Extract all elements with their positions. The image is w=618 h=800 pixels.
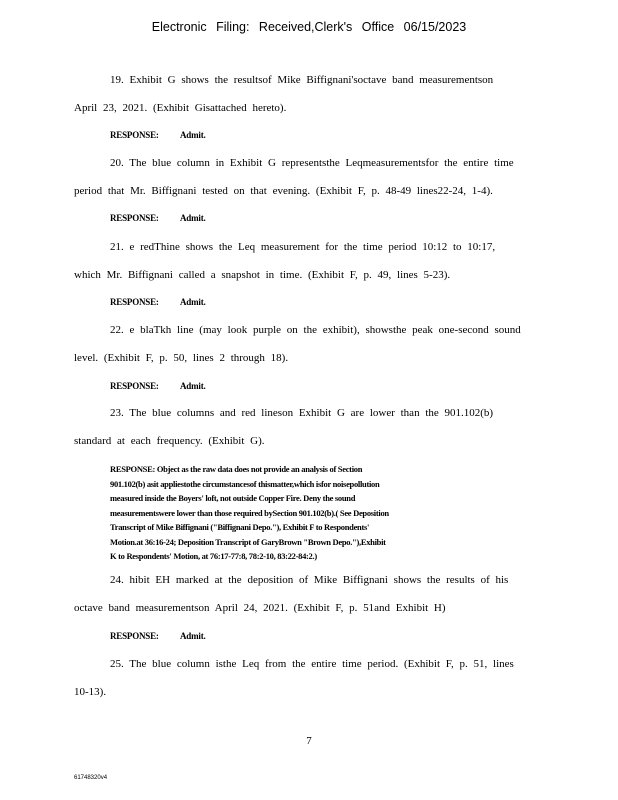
paragraph-line: 22. e blaTkh line (may look purple on the exhibit), showsthe peak one-second sound	[110, 324, 521, 336]
paragraph-23	[74, 399, 534, 455]
response-label: RESPONSE:	[110, 297, 159, 307]
paragraph-line: 24. hibit EH marked at the deposition of Mike Biffignani shows the results of his	[110, 574, 509, 586]
response-text: Admit.	[180, 213, 206, 223]
response-21	[110, 297, 206, 307]
response-line: Transcript of Mike Biffignani ("Biffignani Depo."), Exhibit F to Respondents'	[110, 522, 370, 532]
response-line: RESPONSE: Object as the raw data does not provide an analysis of Section	[110, 464, 363, 474]
paragraph-line: 23. The blue columns and red lineson Exhibit G are lower than the 901.102(b)	[110, 407, 494, 419]
response-line: Motion.at 36:16-24; Deposition Transcript of GaryBrown "Brown Depo."),Exhibit	[110, 536, 386, 547]
response-label: RESPONSE:	[110, 130, 159, 140]
paragraph-24	[74, 566, 534, 622]
page-number: 7	[306, 735, 312, 747]
response-label: RESPONSE:	[110, 631, 159, 641]
document-id: 61748320v4	[74, 775, 108, 781]
response-20	[110, 213, 206, 223]
response-23	[110, 462, 520, 564]
paragraph-line: 25. The blue column isthe Leq from the entire time period. (Exhibit F, p. 51, lines	[110, 658, 514, 670]
response-19	[110, 130, 206, 140]
paragraph-line: level. (Exhibit F, p. 50, lines 2 through 18).	[74, 352, 289, 364]
paragraph-22	[74, 316, 534, 372]
response-label: RESPONSE:	[110, 381, 159, 391]
filing-header: Electronic Filing: Received,Clerk's Office 06/15/2023	[151, 20, 467, 34]
response-line: K to Respondents' Motion, at 76:17-77:8, 78:2-10, 83:22-84:2.)	[110, 551, 317, 561]
response-line: measurementswere lower than those required bySection 901.102(b).( See Deposition	[110, 507, 389, 518]
response-text: Admit.	[180, 297, 206, 307]
paragraph-line: which Mr. Biffignani called a snapshot in time. (Exhibit F, p. 49, lines 5-23).	[74, 269, 451, 281]
paragraph-line: 10-13).	[74, 686, 107, 698]
response-text: Admit.	[180, 130, 206, 140]
paragraph-line: April 23, 2021. (Exhibit Gisattached hereto).	[74, 102, 287, 114]
response-line: 901.102(b) asit appliestothe circumstancesof thismatter,which isfor noisepollution	[110, 478, 380, 489]
paragraph-21	[74, 233, 534, 289]
response-22	[110, 381, 206, 391]
paragraph-line: standard at each frequency. (Exhibit G).	[74, 435, 265, 447]
paragraph-line: period that Mr. Biffignani tested on that evening. (Exhibit F, p. 48-49 lines22-24, 1-4).	[74, 185, 493, 197]
response-text: Admit.	[180, 631, 206, 641]
paragraph-line: octave band measurementson April 24, 2021. (Exhibit F, p. 51and Exhibit H)	[74, 602, 446, 614]
paragraph-20	[74, 149, 534, 205]
response-24	[110, 631, 206, 641]
response-text: Admit.	[180, 381, 206, 391]
paragraph-25	[74, 650, 534, 706]
paragraph-19	[74, 66, 534, 122]
paragraph-line: 19. Exhibit G shows the resultsof Mike Biffignani'soctave band measurementson	[110, 74, 494, 86]
response-line: measured inside the Boyers' loft, not outside Copper Fire. Deny the sound	[110, 493, 356, 503]
paragraph-line: 20. The blue column in Exhibit G representsthe Leqmeasurementsfor the entire time	[110, 157, 514, 169]
paragraph-line: 21. e redThine shows the Leq measurement for the time period 10:12 to 10:17,	[110, 241, 496, 253]
response-label: RESPONSE:	[110, 213, 159, 223]
